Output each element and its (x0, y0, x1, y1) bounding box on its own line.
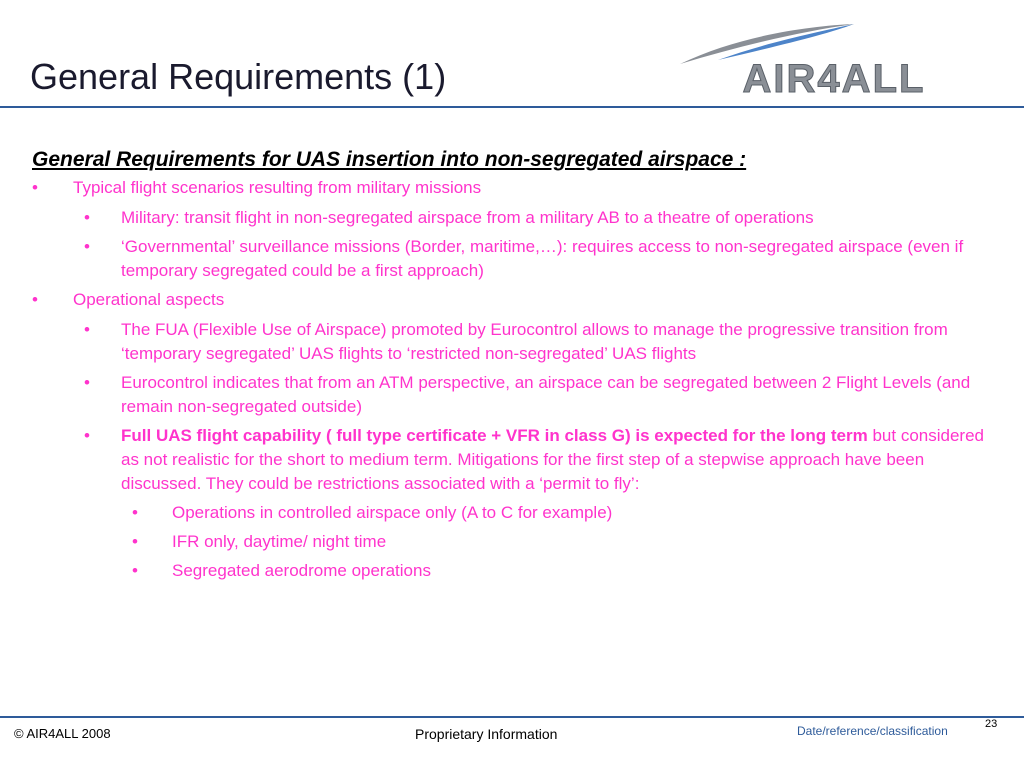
bullet-dot: • (132, 503, 138, 522)
bullet-dot: • (132, 561, 138, 580)
bullet-text: Operational aspects (73, 290, 225, 309)
slide-body (32, 148, 992, 588)
bullet-text: ‘Governmental’ surveillance missions (Border, maritime,…): requires access to non-segregated airspace (even if temporary segregated could be a first approach) (121, 237, 964, 280)
bullet-text: Eurocontrol indicates that from an ATM perspective, an airspace can be segregated between 2 Flight Levels (and remain non-segregated outside) (121, 373, 971, 416)
sub-bullet-item (32, 318, 992, 366)
bullet-dot: • (84, 208, 90, 227)
bullet-text: Typical flight scenarios resulting from military missions (73, 178, 482, 197)
bullet-text: Military: transit flight in non-segregated airspace from a military AB to a theatre of operations (121, 208, 814, 227)
bullet-text: Operations in controlled airspace only (A to C for example) (172, 503, 613, 522)
logo-text: AIR4ALL (742, 57, 926, 100)
bullet-item (32, 288, 992, 312)
bullet-dot: • (84, 320, 90, 339)
bullet-dot: • (84, 373, 90, 392)
sub-sub-bullet-item (32, 559, 992, 583)
bullet-text: IFR only, daytime/ night time (172, 532, 387, 551)
sub-bullet-item (32, 371, 992, 419)
bullet-dot: • (132, 532, 138, 551)
footer-reference: Date/reference/classification (797, 724, 948, 738)
section-heading: General Requirements for UAS insertion into non-segregated airspace : (32, 148, 747, 171)
page-number: 23 (985, 718, 998, 730)
logo-swoosh-accent (718, 24, 854, 60)
sub-bullet-item (32, 206, 992, 230)
bullet-text: but considered as not realistic for the short to medium term. Mitigations for the first step of a stepwise approach have been discussed. They could be restrictions associated with a ‘permit to fly’: (121, 426, 984, 493)
footer-proprietary: Proprietary Information (415, 726, 558, 742)
footer-copyright: © AIR4ALL 2008 (14, 726, 111, 741)
sub-sub-bullet-item (32, 530, 992, 554)
footer-rule (0, 716, 1024, 718)
bullet-text: The FUA (Flexible Use of Airspace) promoted by Eurocontrol allows to manage the progressive transition from ‘temporary segregated’ UAS flights to ‘restricted non-segregated’ UAS flights (121, 320, 948, 363)
bullet-dot: • (84, 237, 90, 256)
header-rule (0, 106, 1024, 108)
bullet-bold-text: Full UAS flight capability ( full type certificate + VFR in class G) is expected for the long term (121, 426, 868, 445)
air4all-logo (678, 20, 990, 100)
sub-bullet-item (32, 424, 992, 496)
sub-bullet-item (32, 235, 992, 283)
bullet-dot: • (84, 426, 90, 445)
bullet-item (32, 176, 992, 200)
bullet-dot: • (32, 178, 38, 197)
sub-sub-bullet-item (32, 501, 992, 525)
bullet-text: Segregated aerodrome operations (172, 561, 431, 580)
bullet-dot: • (32, 290, 38, 309)
slide-title: General Requirements (1) (30, 56, 447, 97)
